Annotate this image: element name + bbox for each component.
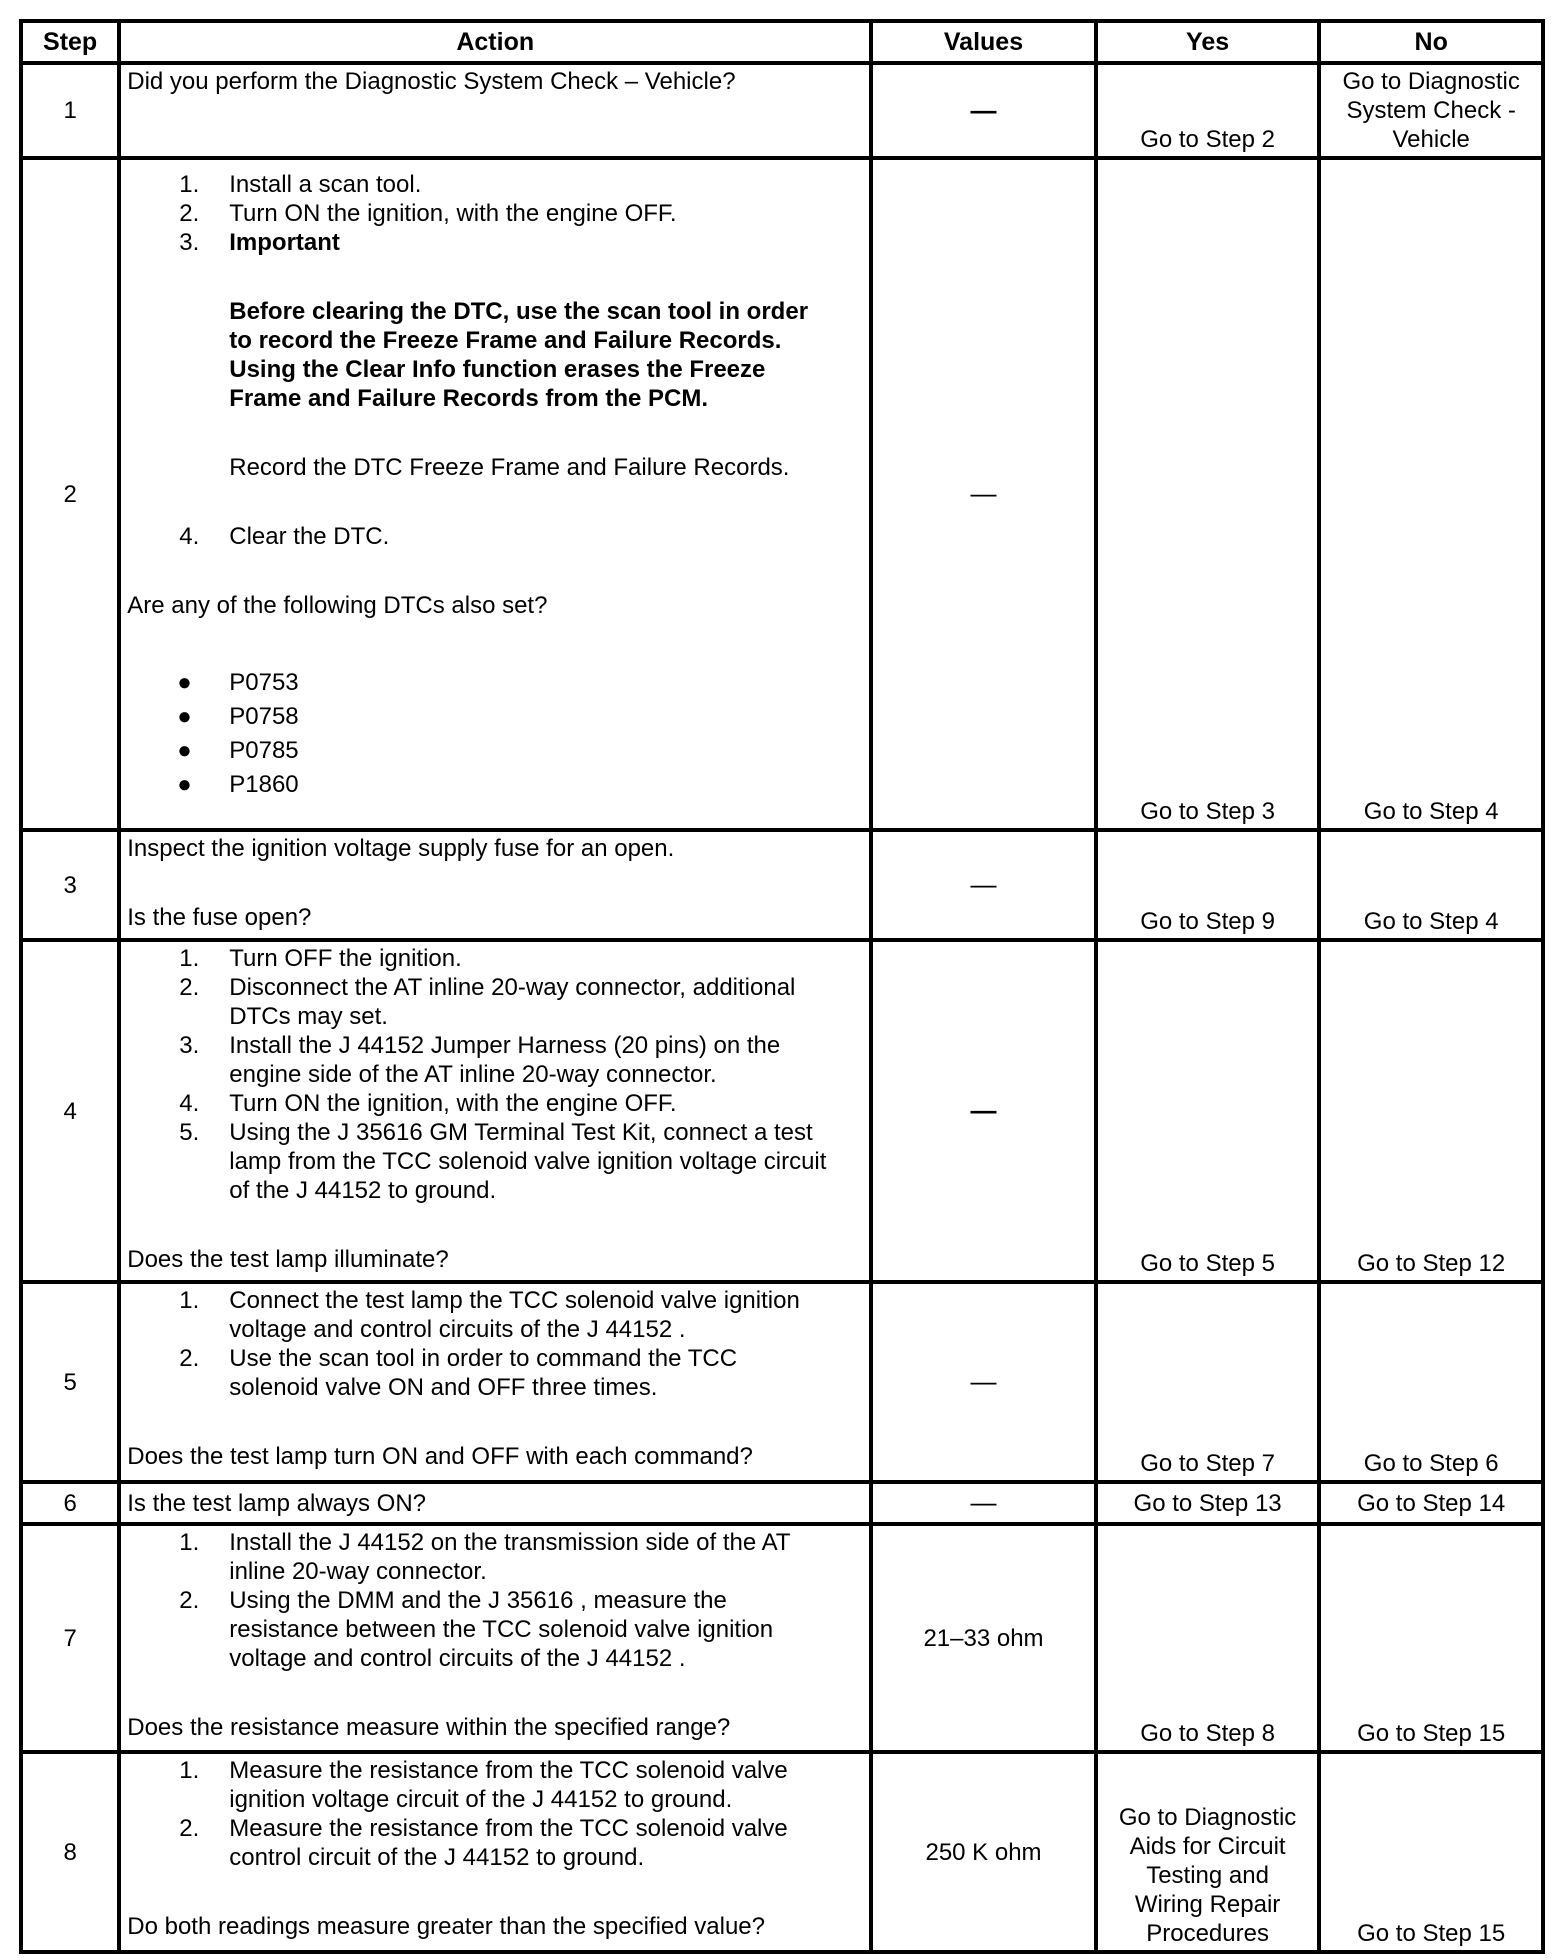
value-text: 21–33 ohm <box>923 1624 1044 1652</box>
note-line: Before clearing the DTC, use the scan tool in order <box>229 298 809 325</box>
value-text: — <box>970 478 997 508</box>
yes-link[interactable]: Go to Step 13 <box>1096 1482 1320 1524</box>
table-row <box>21 158 1543 830</box>
item-number: 2. <box>179 200 200 227</box>
item-number: 2. <box>179 1815 200 1842</box>
list-item <box>127 1586 863 1673</box>
item-number: 1. <box>179 1529 200 1556</box>
list-item <box>127 1286 863 1344</box>
value-text: — <box>970 1095 997 1125</box>
action-text: Inspect the ignition voltage supply fuse for an open. <box>127 835 675 862</box>
dtc-code: P1860 <box>229 771 299 798</box>
list-item <box>127 702 863 736</box>
instruction-list <box>127 1286 863 1402</box>
item-text: resistance between the TCC solenoid valve ignition <box>229 1616 774 1643</box>
note-line: to record the Freeze Frame and Failure Records. <box>229 327 782 354</box>
yes-text-line: Wiring Repair <box>1134 1891 1281 1918</box>
table-row <box>21 940 1543 1282</box>
step-number: 1 <box>21 63 119 158</box>
item-text: voltage and control circuits of the J 44152 . <box>229 1645 686 1672</box>
record-text: Record the DTC Freeze Frame and Failure Records. <box>229 454 790 481</box>
item-number: 4. <box>179 1090 200 1117</box>
item-text: of the J 44152 to ground. <box>229 1177 497 1204</box>
item-number: 1. <box>179 1757 200 1784</box>
note-line: Frame and Failure Records from the PCM. <box>229 385 709 412</box>
no-text-line: Vehicle <box>1392 126 1470 153</box>
value-cell <box>871 830 1096 940</box>
item-text: Turn ON the ignition, with the engine OFF. <box>229 1090 677 1117</box>
list-item <box>127 1528 863 1586</box>
no-link[interactable]: Go to Step 6 <box>1319 1282 1543 1482</box>
question-text: Does the test lamp turn ON and OFF with each command? <box>127 1443 753 1470</box>
table-row <box>21 1524 1543 1752</box>
yes-text-line: Testing and <box>1146 1862 1269 1889</box>
list-item <box>127 199 863 228</box>
item-text: Turn ON the ignition, with the engine OFF. <box>229 200 677 227</box>
action-cell <box>119 1524 871 1752</box>
instruction-list <box>127 944 863 1205</box>
table-row <box>21 1482 1543 1524</box>
list-item <box>127 522 863 551</box>
action-cell <box>119 1752 871 1952</box>
list-item <box>127 736 863 770</box>
value-cell <box>871 1482 1096 1524</box>
step-number: 3 <box>21 830 119 940</box>
header-row <box>21 21 1543 63</box>
value-cell <box>871 1282 1096 1482</box>
action-cell <box>119 1482 871 1524</box>
question-text: Is the fuse open? <box>127 904 312 931</box>
item-text: Turn OFF the ignition. <box>229 945 462 972</box>
no-link[interactable] <box>1319 63 1543 158</box>
no-link[interactable]: Go to Step 12 <box>1319 940 1543 1282</box>
list-item <box>127 1814 863 1872</box>
item-number: 2. <box>179 1345 200 1372</box>
step-number: 7 <box>21 1524 119 1752</box>
item-text: engine side of the AT inline 20-way connector. <box>229 1061 717 1088</box>
note-line: Using the Clear Info function erases the Freeze <box>229 356 766 383</box>
question-text: Did you perform the Diagnostic System Check – Vehicle? <box>127 68 736 95</box>
header-no: No <box>1319 21 1543 63</box>
item-number: 2. <box>179 1587 200 1614</box>
value-text: — <box>970 1487 997 1517</box>
no-text-line: Go to Diagnostic <box>1342 68 1520 95</box>
yes-text-line: Procedures <box>1146 1920 1269 1947</box>
item-text: Clear the DTC. <box>229 523 390 550</box>
item-text: ignition voltage circuit of the J 44152 to ground. <box>229 1786 733 1813</box>
item-text: Disconnect the AT inline 20-way connector, additional <box>229 974 796 1001</box>
yes-link[interactable]: Go to Step 2 <box>1096 63 1320 158</box>
question-text: Does the resistance measure within the specified range? <box>127 1714 731 1741</box>
no-link[interactable]: Go to Step 4 <box>1319 158 1543 830</box>
list-item <box>127 228 863 257</box>
bullet-icon: ● <box>177 771 192 798</box>
item-number: 1. <box>179 945 200 972</box>
action-cell <box>119 1282 871 1482</box>
instruction-list <box>127 170 863 257</box>
table-row <box>21 1282 1543 1482</box>
item-number: 1. <box>179 1287 200 1314</box>
instruction-list <box>127 1756 863 1872</box>
bullet-icon: ● <box>177 737 192 764</box>
list-item <box>127 170 863 199</box>
yes-link[interactable]: Go to Step 3 <box>1096 158 1320 830</box>
bullet-icon: ● <box>177 669 192 696</box>
important-note <box>127 297 863 413</box>
yes-link[interactable]: Go to Step 8 <box>1096 1524 1320 1752</box>
header-yes: Yes <box>1096 21 1320 63</box>
dtc-list <box>127 668 863 804</box>
yes-link[interactable]: Go to Step 5 <box>1096 940 1320 1282</box>
yes-link[interactable]: Go to Step 9 <box>1096 830 1320 940</box>
item-number: 1. <box>179 171 200 198</box>
list-item <box>127 770 863 804</box>
item-text: inline 20-way connector. <box>229 1558 487 1585</box>
dtc-code: P0753 <box>229 669 299 696</box>
yes-link[interactable]: Go to Step 7 <box>1096 1282 1320 1482</box>
action-cell <box>119 940 871 1282</box>
item-text: voltage and control circuits of the J 44152 . <box>229 1316 686 1343</box>
action-cell <box>119 63 871 158</box>
yes-text-line: Aids for Circuit <box>1129 1833 1286 1860</box>
item-text: Measure the resistance from the TCC solenoid valve <box>229 1757 788 1784</box>
yes-link[interactable] <box>1096 1752 1320 1952</box>
list-item <box>127 973 863 1031</box>
step-number: 8 <box>21 1752 119 1952</box>
value-cell <box>871 158 1096 830</box>
item-text: DTCs may set. <box>229 1003 388 1030</box>
step-number: 6 <box>21 1482 119 1524</box>
item-number: 4. <box>179 523 200 550</box>
instruction-list <box>127 522 863 551</box>
no-link[interactable]: Go to Step 14 <box>1319 1482 1543 1524</box>
no-link[interactable]: Go to Step 4 <box>1319 830 1543 940</box>
header-values: Values <box>871 21 1096 63</box>
value-text: 250 K ohm <box>925 1838 1042 1866</box>
diagnostic-table <box>19 19 1545 1954</box>
item-text: Measure the resistance from the TCC solenoid valve <box>229 1815 788 1842</box>
step-number: 5 <box>21 1282 119 1482</box>
step-number: 4 <box>21 940 119 1282</box>
important-label: Important <box>229 229 340 256</box>
no-text-line: System Check - <box>1346 97 1516 124</box>
action-cell <box>119 158 871 830</box>
action-cell <box>119 830 871 940</box>
list-item <box>127 1089 863 1118</box>
item-text: Install a scan tool. <box>229 171 422 198</box>
item-text: Use the scan tool in order to command the TCC <box>229 1345 738 1372</box>
list-item <box>127 944 863 973</box>
item-text: Connect the test lamp the TCC solenoid valve ignition <box>229 1287 800 1314</box>
bullet-icon: ● <box>177 703 192 730</box>
header-action: Action <box>119 21 871 63</box>
table-row <box>21 830 1543 940</box>
list-item <box>127 1118 863 1205</box>
item-text: control circuit of the J 44152 to ground. <box>229 1844 645 1871</box>
dtc-code: P0758 <box>229 703 299 730</box>
value-cell <box>871 1524 1096 1752</box>
item-text: Install the J 44152 on the transmission side of the AT <box>229 1529 791 1556</box>
instruction-list <box>127 1528 863 1673</box>
item-number: 5. <box>179 1119 200 1146</box>
item-text: Using the J 35616 GM Terminal Test Kit, connect a test <box>229 1119 813 1146</box>
list-item <box>127 1756 863 1814</box>
yes-text-line: Go to Diagnostic <box>1118 1804 1297 1831</box>
value-cell <box>871 940 1096 1282</box>
dtc-code: P0785 <box>229 737 299 764</box>
item-number: 3. <box>179 1032 200 1059</box>
item-text: solenoid valve ON and OFF three times. <box>229 1374 658 1401</box>
question-text: Are any of the following DTCs also set? <box>127 592 548 619</box>
item-number: 2. <box>179 974 200 1001</box>
question-text: Is the test lamp always ON? <box>127 1489 427 1517</box>
step-number: 2 <box>21 158 119 830</box>
item-text: Using the DMM and the J 35616 , measure the <box>229 1587 727 1614</box>
item-text: lamp from the TCC solenoid valve ignition voltage circuit <box>229 1148 827 1175</box>
list-item <box>127 1031 863 1089</box>
value-text: — <box>970 1366 997 1396</box>
value-text: — <box>970 869 997 899</box>
item-number: 3. <box>179 229 200 256</box>
header-step: Step <box>21 21 119 63</box>
value-cell <box>871 1752 1096 1952</box>
value-cell <box>871 63 1096 158</box>
no-link[interactable]: Go to Step 15 <box>1319 1752 1543 1952</box>
item-text: Install the J 44152 Jumper Harness (20 pins) on the <box>229 1032 781 1059</box>
no-link[interactable]: Go to Step 15 <box>1319 1524 1543 1752</box>
question-text: Does the test lamp illuminate? <box>127 1246 449 1273</box>
list-item <box>127 668 863 702</box>
value-text: — <box>970 94 997 125</box>
table-row <box>21 1752 1543 1952</box>
question-text: Do both readings measure greater than the specified value? <box>127 1913 765 1940</box>
table-row <box>21 63 1543 158</box>
list-item <box>127 1344 863 1402</box>
